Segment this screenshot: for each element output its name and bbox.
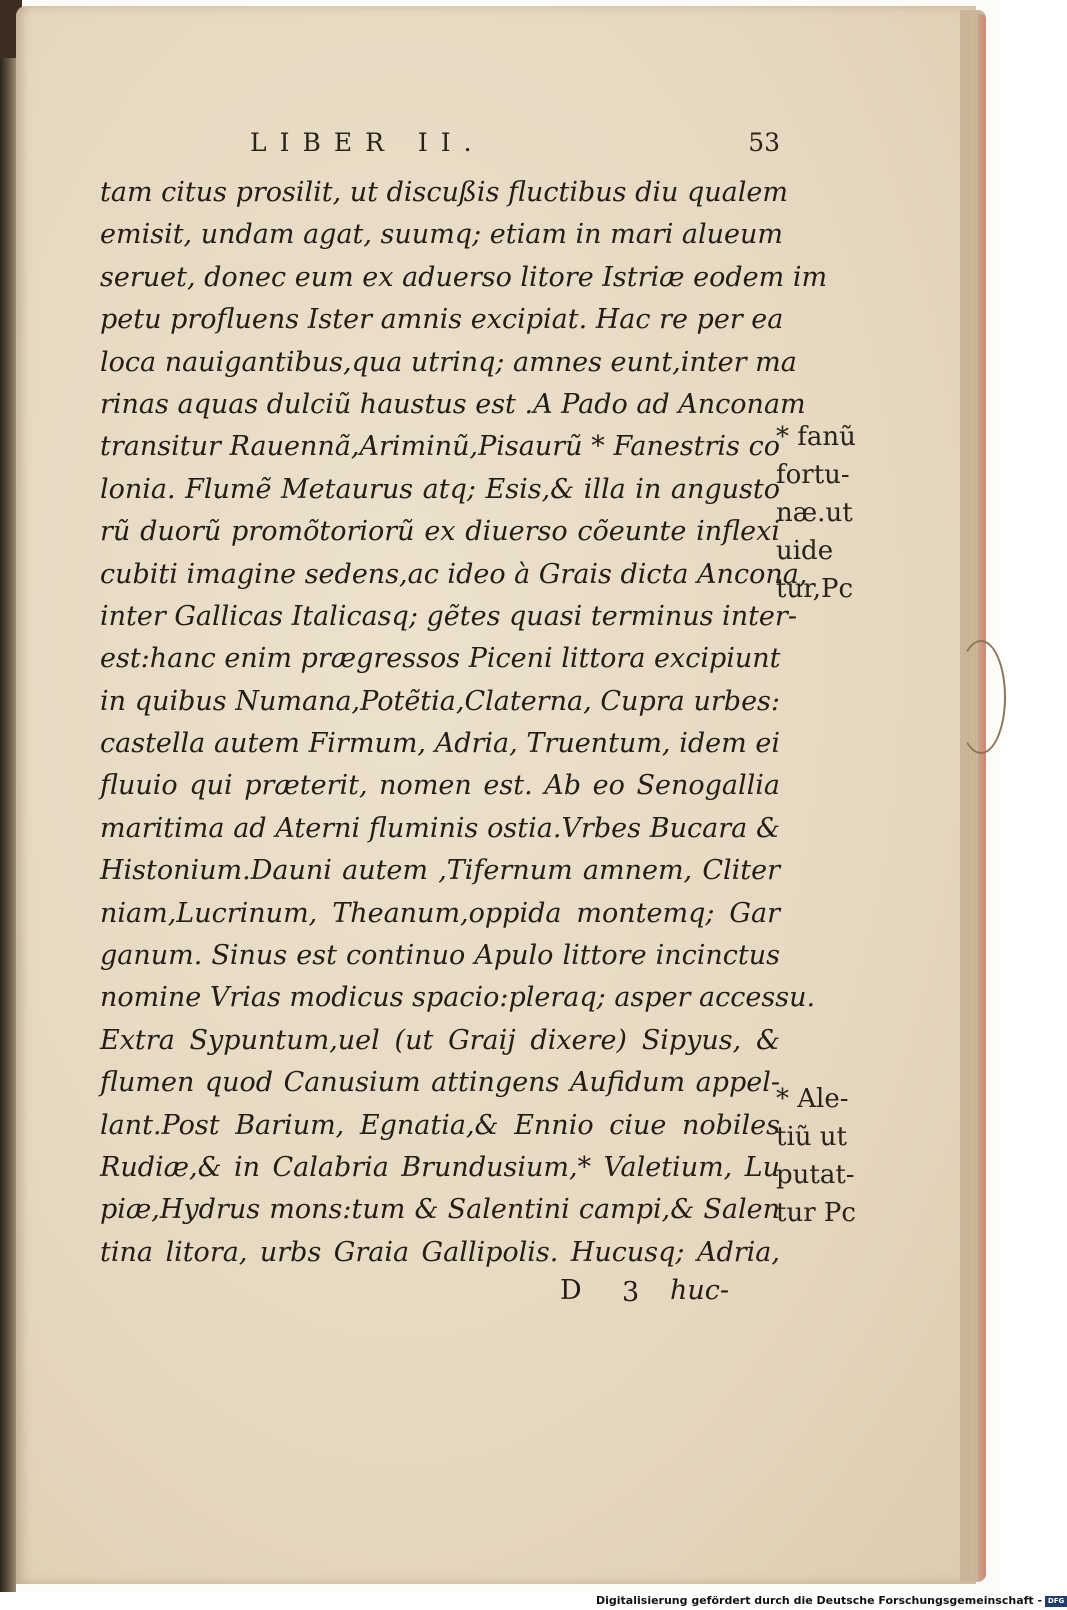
page-header bbox=[250, 124, 780, 160]
book-binding bbox=[0, 0, 16, 1592]
text-line: maritima ad Aterni fluminis ostia.Vrbes Bucara & bbox=[100, 812, 780, 844]
text-line: seruet, donec eum ex aduerso litore Istriæ eodem im bbox=[100, 261, 828, 293]
marginal-note-line: uide bbox=[776, 536, 834, 566]
marginal-note-line: * fanũ bbox=[776, 422, 856, 452]
text-line: castella autem Firmum, Adria, Truentum, idem ei bbox=[100, 728, 780, 760]
text-line: transitur Rauennã,Ariminũ,Pisaurũ * Fanestris co bbox=[100, 431, 780, 463]
text-line: cubiti imagine sedens,ac ideo à Grais dicta Ancona, bbox=[100, 558, 808, 590]
text-line: ganum. Sinus est continuo Apulo littore incinctus bbox=[100, 940, 780, 972]
signature-number: 3 bbox=[622, 1277, 640, 1308]
text-line: emisit, undam agat, suumq; etiam in mari alueum bbox=[100, 219, 784, 251]
catchword: huc- bbox=[670, 1275, 730, 1306]
page-number: 53 bbox=[748, 127, 780, 157]
marginal-note-line: tur Pc bbox=[776, 1198, 856, 1228]
text-line: Extra Sypuntum,uel (ut Graij dixere) Sipyus, & bbox=[100, 1024, 780, 1056]
text-line: inter Gallicas Italicasq; gẽtes quasi terminus inter- bbox=[100, 600, 797, 632]
marginal-note-line: tur,Pc bbox=[776, 574, 854, 604]
text-line: petu profluens Ister amnis excipiat. Hac re per ea bbox=[100, 304, 784, 336]
credit-text: Digitalisierung gefördert durch die Deutsche Forschungsgemeinschaft - bbox=[596, 1594, 1043, 1607]
text-line: rinas aquas dulciũ haustus est .A Pado ad Anconam bbox=[100, 388, 806, 420]
marginal-note bbox=[776, 1080, 896, 1232]
text-line: niam,Lucrinum, Theanum,oppida montemq; Gar bbox=[100, 897, 780, 929]
signature-mark: D bbox=[560, 1275, 582, 1306]
text-line: flumen quod Canusium attingens Aufidum appel- bbox=[100, 1067, 780, 1099]
marginal-note bbox=[776, 418, 896, 608]
marginal-note-line: * Ale- bbox=[776, 1084, 849, 1114]
text-line: nomine Vrias modicus spacio:pleraq; asper accessu. bbox=[100, 982, 816, 1014]
red-page-edge bbox=[978, 14, 986, 1580]
text-line: loca nauigantibus,qua utrinq; amnes eunt,inter ma bbox=[100, 346, 797, 378]
text-line: Histonium.Dauni autem ,Tifernum amnem, Cliter bbox=[100, 855, 780, 887]
signature-line bbox=[560, 1275, 760, 1315]
digitization-credit bbox=[596, 1593, 1067, 1609]
text-line: lonia. Flumẽ Metaurus atq; Esis,& illa in angusto bbox=[100, 473, 780, 505]
text-line: in quibus Numana,Potẽtia,Claterna, Cupra urbes: bbox=[100, 685, 780, 717]
text-line: est:hanc enim prægressos Piceni littora excipiunt bbox=[100, 643, 781, 675]
marginal-note-line: putat- bbox=[776, 1160, 855, 1190]
text-line: rũ duorũ promõtoriorũ ex diuerso cõeunte inflexi bbox=[100, 516, 780, 548]
text-line: fluuio qui præterit, nomen est. Ab eo Senogallia bbox=[100, 770, 780, 802]
text-line: Rudiæ,& in Calabria Brundusium,* Valetium, Lu bbox=[100, 1151, 780, 1183]
marginal-note-line: tiũ ut bbox=[776, 1122, 847, 1152]
dfg-logo: DFG bbox=[1045, 1596, 1067, 1607]
running-head: LIBER II. bbox=[250, 127, 485, 157]
text-line: lant.Post Barium, Egnatia,& Ennio ciue nobiles bbox=[100, 1109, 780, 1141]
text-line: piæ,Hydrus mons:tum & Salentini campi,& Salen bbox=[100, 1194, 780, 1226]
clasp-ring bbox=[956, 640, 1006, 754]
text-line: tam citus prosilit, ut discußis fluctibus diu qualem bbox=[100, 177, 788, 208]
marginal-note-line: fortu- bbox=[776, 460, 850, 490]
text-line: tina litora, urbs Graia Gallipolis. Hucusq; Adria, bbox=[100, 1236, 780, 1268]
marginal-note-line: næ.ut bbox=[776, 498, 853, 528]
